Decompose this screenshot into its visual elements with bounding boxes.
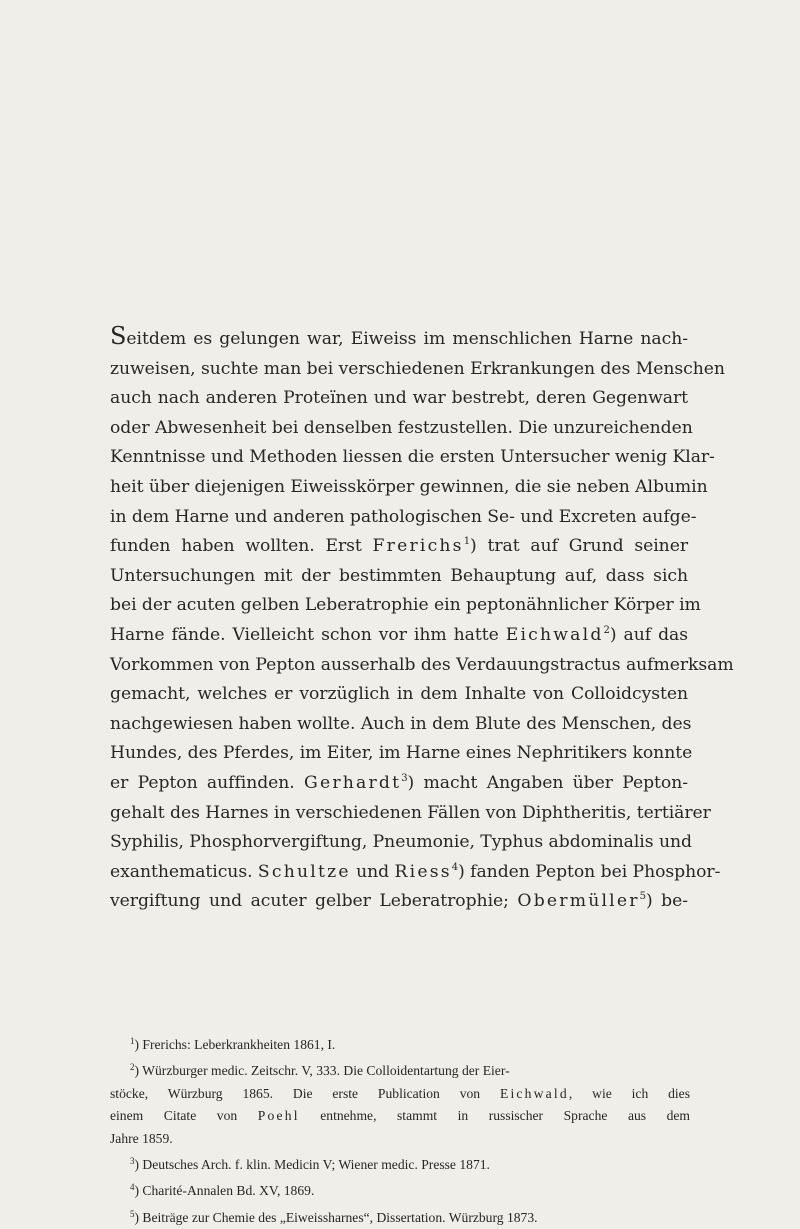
- footnotes: [110, 1030, 690, 1229]
- text-line: Kenntnisse und Methoden liessen die ersten Untersucher wenig Klar-: [110, 447, 715, 468]
- text-line: bei der acuten gelben Leberatrophie ein peptonähnlicher Körper im: [110, 595, 701, 616]
- text-line: exanthematicus. Schultze und Riess$^4$) fanden Pepton bei Phosphor-: [110, 861, 721, 882]
- text-line: oder Abwesenheit bei denselben festzustellen. Die unzureichenden: [110, 417, 693, 438]
- text-line: vergiftung und acuter gelber Leberatrophie; Obermüller$^5$) be-: [110, 891, 688, 912]
- footnote-2-continuation: stöcke, Würzburg 1865. Die erste Publication von Eichwald, wie ich dies: [110, 1085, 690, 1101]
- footnote-3: $^3$) Deutsches Arch. f. klin. Medicin V; Wiener medic. Presse 1871.: [130, 1156, 490, 1173]
- text-line: gehalt des Harnes in verschiedenen Fällen von Diphtheritis, tertiärer: [110, 802, 711, 823]
- text-line: Syphilis, Phosphorvergiftung, Pneumonie, Typhus abdominalis und: [110, 832, 692, 853]
- text-line: auch nach anderen Proteïnen und war bestrebt, deren Gegenwart: [110, 388, 688, 409]
- author-name: Schultze: [257, 861, 351, 882]
- footnote-2: $^2$) Würzburger medic. Zeitschr. V, 333. Die Colloidentartung der Eier-: [130, 1062, 510, 1079]
- drop-capital: S: [110, 322, 127, 350]
- text-line: in dem Harne und anderen pathologischen Se- und Excreten aufge-: [110, 506, 697, 527]
- text-line: Hundes, des Pferdes, im Eiter, im Harne eines Nephritikers konnte: [110, 743, 693, 764]
- footnote-5: $^5$) Beiträge zur Chemie des „Eiweissharnes“, Dissertation. Würzburg 1873.: [130, 1208, 538, 1225]
- footnote-ref: 2: [603, 624, 610, 636]
- text-line: Untersuchungen mit der bestimmten Behauptung auf, dass sich: [110, 565, 688, 586]
- text-line: er Pepton auffinden. Gerhardt$^3$) macht Angaben über Pepton-: [110, 772, 688, 793]
- footnote-ref: 5: [639, 891, 646, 903]
- text-line: Seitdem es gelungen war, Eiweiss im menschlichen Harne nach-: [110, 322, 688, 350]
- text-line: funden haben wollten. Erst Frerichs$^1$) trat auf Grund seiner: [110, 536, 688, 557]
- author-name: Frerichs: [372, 536, 464, 557]
- author-name: Eichwald: [505, 624, 604, 645]
- footnote-2-continuation: Jahre 1859.: [110, 1130, 173, 1146]
- text-line: Harne fände. Vielleicht schon vor ihm hatte Eichwald$^2$) auf das: [110, 624, 689, 645]
- footnote-ref: 1: [463, 536, 471, 548]
- text-line: gemacht, welches er vorzüglich in dem Inhalte von Colloidcysten: [110, 684, 688, 705]
- footnote-2-continuation: einem Citate von Poehl entnehme, stammt in russischer Sprache aus dem: [110, 1108, 691, 1124]
- author-name: Riess: [394, 861, 452, 882]
- main-text: [110, 322, 734, 917]
- text-line: zuweisen, suchte man bei verschiedenen Erkrankungen des Menschen: [110, 358, 725, 379]
- footnote-4: $^4$) Charité-Annalen Bd. XV, 1869.: [130, 1182, 315, 1199]
- author-name: Gerhardt: [304, 772, 402, 793]
- text-line: heit über diejenigen Eiweisskörper gewinnen, die sie neben Albumin: [110, 476, 708, 497]
- footnote-1: $^1$) Frerichs: Leberkrankheiten 1861, I.: [130, 1036, 336, 1052]
- footnote-ref: 3: [401, 772, 408, 784]
- text-line: nachgewiesen haben wollte. Auch in dem Blute des Menschen, des: [110, 713, 692, 734]
- footnote-ref: 4: [451, 861, 459, 873]
- author-name: Obermüller: [517, 891, 640, 912]
- text-line: Vorkommen von Pepton ausserhalb des Verdauungstractus aufmerksam: [110, 654, 734, 675]
